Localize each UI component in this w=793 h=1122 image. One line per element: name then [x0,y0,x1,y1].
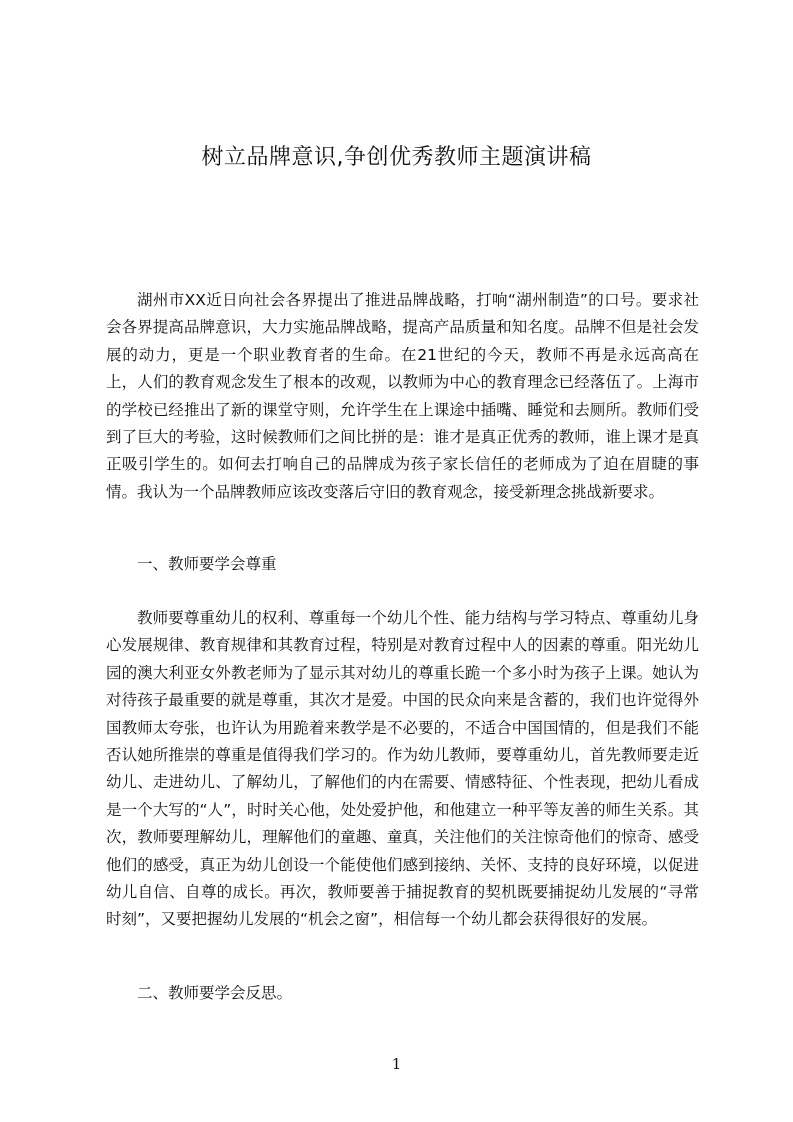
page-number: 1 [391,1055,402,1073]
section-paragraph-respect: 教师要尊重幼儿的权利、尊重每一个幼儿个性、能力结构与学习特点、尊重幼儿身心发展规律、教育规律和其教育过程，特别是对教育过程中人的因素的尊重。阳光幼儿园的澳大利亚女外教老师为了显示其对幼儿的尊重长跪一个多小时为孩子上课。她认为对待孩子最重要的就是尊重，其次才是爱。中国的民众向来是含蓄的，我们也许觉得外国教师太夸张，也许认为用跪着来教学是不必要的，不适合中国国情的，但是我们不能否认她所推崇的尊重是值得我们学习的。作为幼儿教师，要尊重幼儿，首先教师要走近幼儿、走进幼儿、了解幼儿，了解他们的内在需要、情感特征、个性表现，把幼儿看成是一个大写的“人”，时时关心他，处处爱护他，和他建立一种平等友善的师生关系。其次，教师要理解幼儿，理解他们的童趣、童真，关注他们的关注惊奇他们的惊奇、感受他们的感受，真正为幼儿创设一个能使他们感到接纳、关怀、支持的良好环境，以促进幼儿自信、自尊的成长。再次，教师要善于捕捉教育的契机既要捕捉幼儿发展的“寻常时刻”，又要把握幼儿发展的“机会之窗”，相信每一个幼儿都会获得很好的发展。 [106,609,699,929]
document-title: 树立品牌意识,争创优秀教师主题演讲稿 [201,145,592,170]
section-heading-reflection: 二、教师要学会反思。 [137,984,293,1002]
section-heading-respect: 一、教师要学会尊重 [137,555,277,573]
intro-paragraph: 湖州市XX近日向社会各界提出了推进品牌战略，打响“湖州制造”的口号。要求社会各界提高品牌意识，大力实施品牌战略，提高产品质量和知名度。品牌不但是社会发展的动力，更是一个职业教育者的生命。在21世纪的今天，教师不再是永远高高在上，人们的教育观念发生了根本的改观，以教师为中心的教育理念已经落伍了。上海市的学校已经推出了新的课堂守则，允许学生在上课途中插嘴、睡觉和去厕所。教师们受到了巨大的考验，这时候教师们之间比拼的是：谁才是真正优秀的教师，谁上课才是真正吸引学生的。如何去打响自己的品牌成为孩子家长信任的老师成为了迫在眉睫的事情。我认为一个品牌教师应该改变落后守旧的教育观念，接受新理念挑战新要求。 [106,291,699,501]
